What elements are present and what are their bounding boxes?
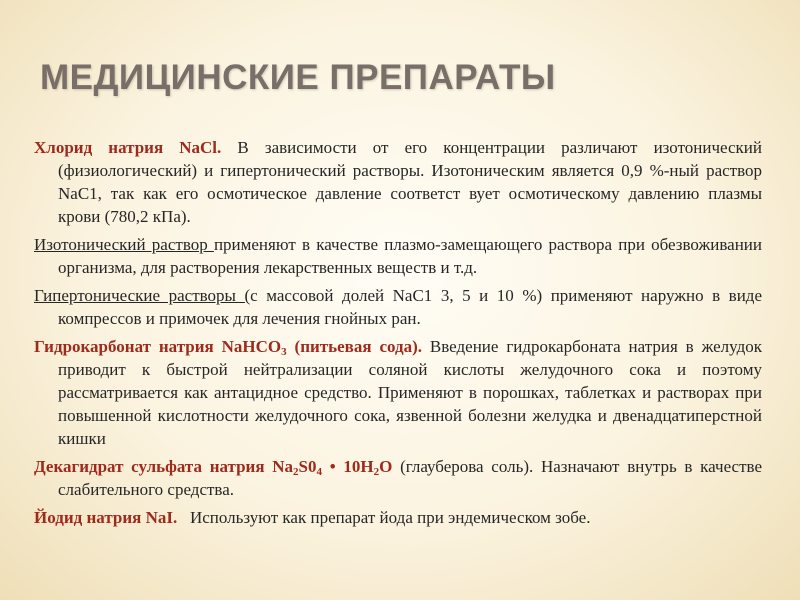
term-part: S0	[298, 457, 317, 476]
term-part: (питьевая сода).	[286, 337, 423, 356]
slide-title: МЕДИЦИНСКИЕ ПРЕПАРАТЫ	[40, 58, 556, 97]
slide-body	[34, 136, 762, 534]
term-part: O	[379, 457, 393, 476]
term-hypertonic-solutions: Гипертонические растворы (	[34, 286, 251, 305]
paragraph-sodium-iodide	[34, 506, 762, 529]
text-sodium-sulfate: (глауберова соль). Назначают внутрь в качестве слабительного средства.	[58, 457, 762, 499]
text-sodium-chloride: В зависимости от его концентрации различают изотонический (физиологический) и гипертонический растворы. Изотоническим является 0,9 %-ный раствор NaC1, так как его осмотическое давление соответст вует осмотическому давлению плазмы крови (780,2 кПа).	[58, 138, 762, 226]
text-sodium-iodide: Используют как препарат йода при эндемическом зобе.	[177, 508, 591, 527]
term-sodium-bicarbonate	[34, 337, 422, 356]
term-part: Гидрокарбонат натрия NaHCO	[34, 337, 282, 356]
term-subscript: 3	[281, 346, 287, 358]
paragraph-isotonic-solution	[34, 233, 762, 279]
term-part: Декагидрат сульфата натрия Na	[34, 457, 294, 476]
text-sodium-bicarbonate: Введение гидрокарбоната натрия в желудок приводит к быстрой нейтрализации соляной кислоты желудочного сока и поэтому рассматривается как антацидное средство. Применяют в порошках, таблетках и растворах при повышенной кислотности желудочного сока, язвенной болезни желудка и двенадцатиперстной кишки	[58, 337, 762, 448]
term-sodium-chloride: Хлорид натрия NaCl.	[34, 138, 222, 157]
paragraph-sodium-bicarbonate	[34, 335, 762, 450]
paragraph-hypertonic-solutions	[34, 284, 762, 330]
term-part: • 10H	[322, 457, 374, 476]
term-sodium-iodide: Йодид натрия NaI.	[34, 508, 178, 527]
term-isotonic-solution: Изотонический раствор	[34, 235, 214, 254]
paragraph-sodium-chloride	[34, 136, 762, 228]
paragraph-sodium-sulfate	[34, 455, 762, 501]
term-subscript: 2	[293, 466, 299, 478]
term-subscript: 4	[316, 466, 323, 478]
term-sodium-sulfate	[34, 457, 392, 476]
term-subscript: 2	[373, 466, 380, 478]
text-hypertonic-solutions: с массовой долей NaC1 3, 5 и 10 %) применяют наружно в виде компрессов и примочек для лечения гнойных ран.	[58, 286, 763, 328]
text-isotonic-solution: применяют в качестве плазмо-замещающего раствора при обезвоживании организма, для растворения лекарственных веществ и т.д.	[58, 235, 762, 277]
